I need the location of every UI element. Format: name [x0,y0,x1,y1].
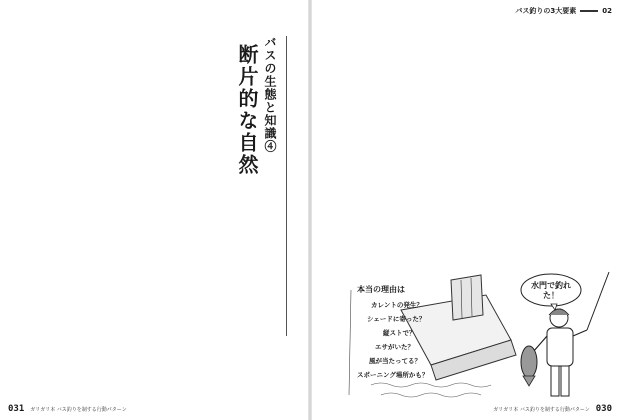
left-body-upper [22,30,227,190]
left-page [0,0,309,420]
reason-item: 風が当たってる？ [369,357,421,365]
right-body-mid [330,150,610,270]
footer-text: ガリガリ本 バス釣りを制する行動パターン [493,406,590,413]
running-title: バス釣りの3大要素 [515,7,577,15]
section-title: 断片的な自然 [235,44,259,176]
speech-bubble-text: 水門で釣れた！ [531,281,571,300]
reasons-title: 本当の理由は [357,285,405,294]
reason-item: スポーニング場所かも？ [357,371,429,379]
reason-item: エサがいた？ [375,343,414,351]
chapter-number: 02 [602,7,612,15]
footer-text: ガリガリ本 バス釣りを制する行動パターン [30,406,127,413]
section-label: バスの生態と知識④ [263,36,277,153]
left-body-lower [22,205,227,375]
reason-item: カレントの発生？ [371,301,423,309]
right-page [311,0,620,420]
page-number: 031 [8,404,25,414]
reason-item: シェードに寄った？ [367,315,426,323]
right-footer [493,404,612,414]
right-body-upper [330,28,610,138]
reason-item: 縦ストで？ [383,329,416,337]
page-number: 030 [595,404,612,414]
fishing-illustration [311,270,620,410]
title-divider [286,36,287,336]
running-header [515,6,612,16]
left-footer [8,404,127,414]
header-divider [580,10,598,12]
section-heading [231,36,279,326]
